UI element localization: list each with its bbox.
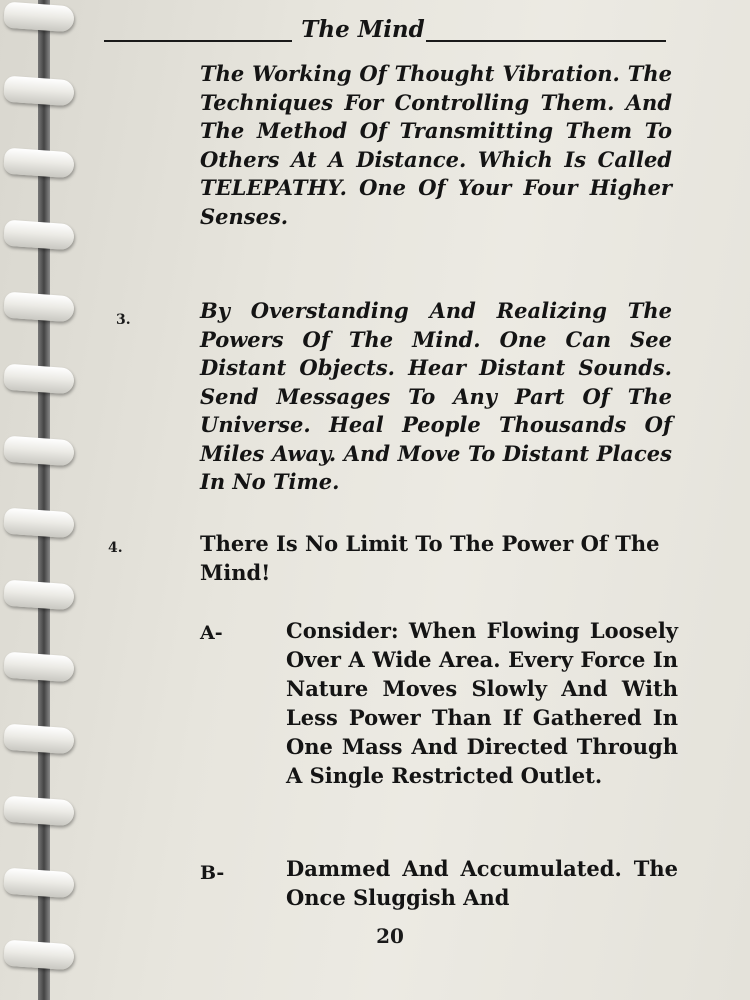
header-rule-right xyxy=(426,40,666,42)
paragraph-continued: The Working Of Thought Vibration. The Techniques For Controlling Them. And The Method Of Transmitting Them To Others At A Distance. Which Is Called TELEPATHY. One Of Your Four Higher Senses. xyxy=(200,61,672,229)
binding-coil xyxy=(3,148,75,179)
binding-coil xyxy=(3,76,75,107)
binding-coil xyxy=(3,2,75,33)
binding-coil xyxy=(3,364,75,395)
binding-coil xyxy=(3,508,75,539)
binding-coil xyxy=(3,436,75,467)
binding-coil xyxy=(3,940,75,971)
page-number: 20 xyxy=(376,924,404,948)
sub-item-label-a: A- xyxy=(200,622,223,644)
binding-coil xyxy=(3,868,75,899)
item-number-3: 3. xyxy=(116,312,131,328)
paragraph-item-4: There Is No Limit To The Power Of The Mind! xyxy=(200,531,660,585)
sub-item-text-b: Dammed And Accumulated. The Once Sluggish And xyxy=(286,856,678,910)
binding-coil xyxy=(3,652,75,683)
binding-coil xyxy=(3,292,75,323)
binding-coil xyxy=(3,796,75,827)
header-rule-left xyxy=(104,40,292,42)
running-header xyxy=(104,14,666,50)
binding-coil xyxy=(3,724,75,755)
sub-item-label-b: B- xyxy=(200,862,225,884)
item-number-4: 4. xyxy=(108,540,123,556)
binding-coil xyxy=(3,580,75,611)
sub-item-text-a: Consider: When Flowing Loosely Over A Wide Area. Every Force In Nature Moves Slowly And With Less Power Than If Gathered In One Mass And Directed Through A Single Restricted Outlet. xyxy=(286,618,678,788)
binding-coil xyxy=(3,220,75,251)
chapter-title: The Mind xyxy=(301,16,425,43)
paragraph-item-3: By Overstanding And Realizing The Powers Of The Mind. One Can See Distant Objects. Hear Distant Sounds. Send Messages To Any Part Of The Universe. Heal People Thousands Of Miles Away. And Move To Distant Places In No Time. xyxy=(200,298,672,494)
